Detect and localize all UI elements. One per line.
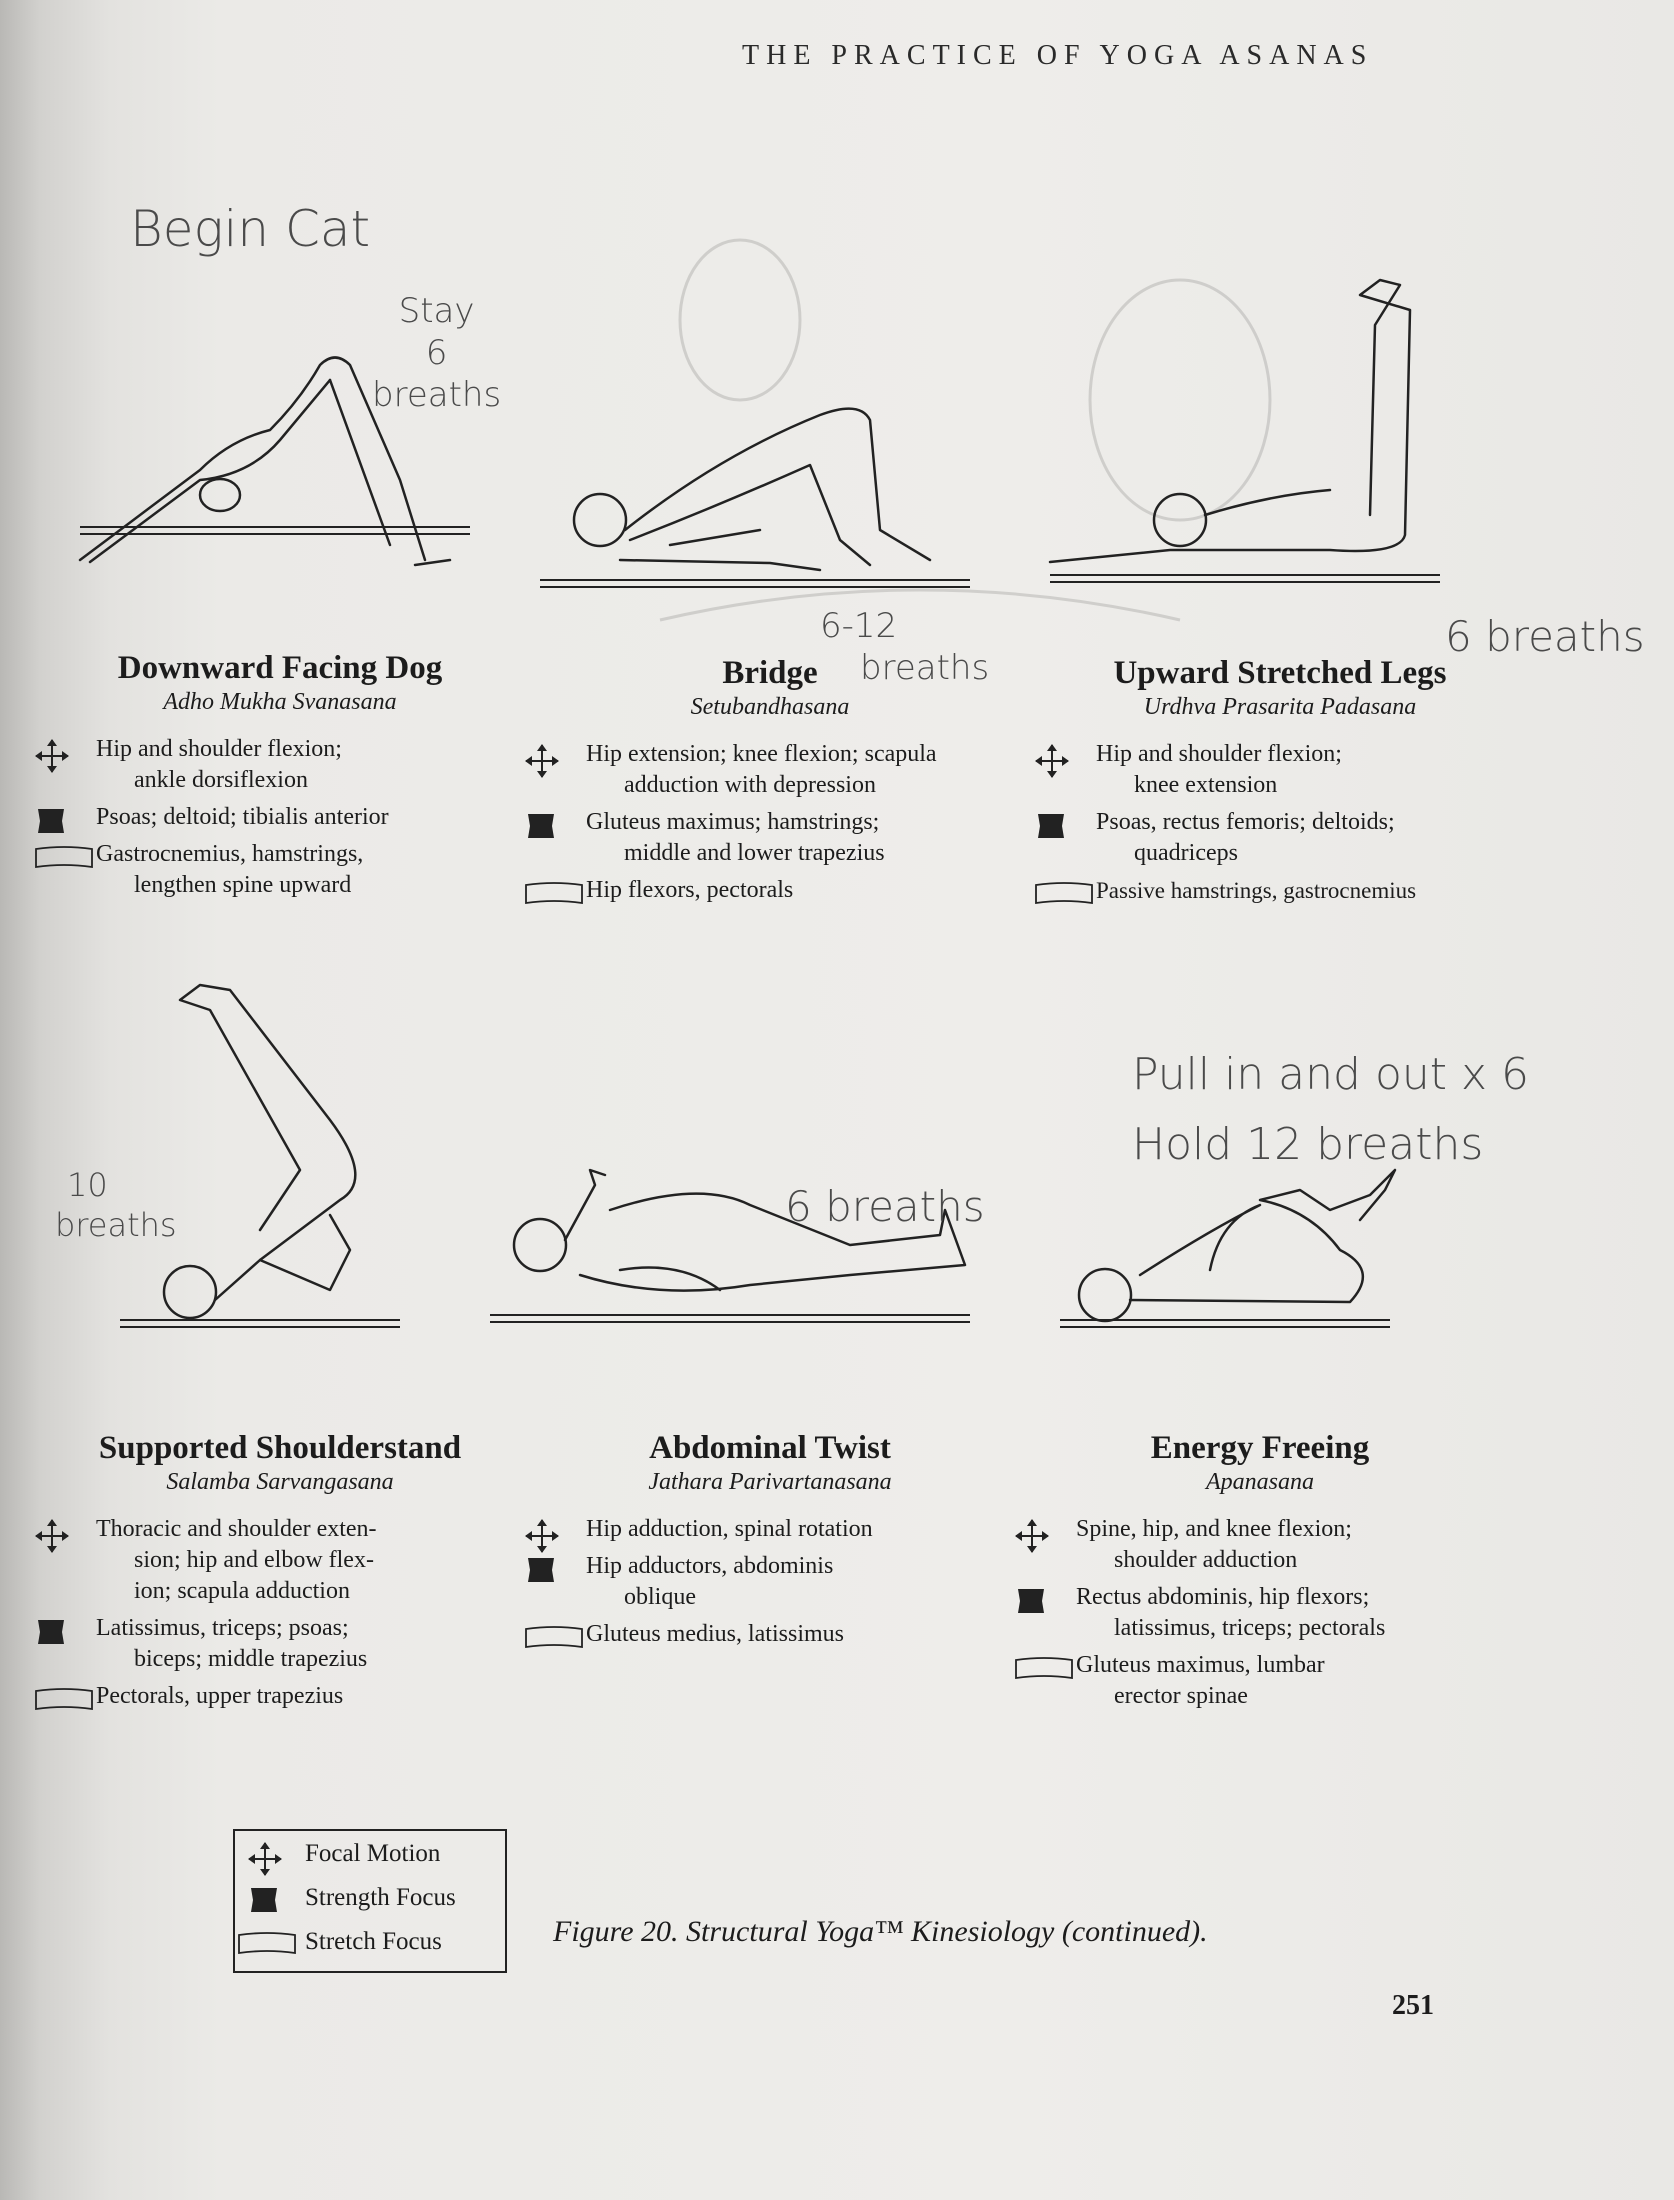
pose-sanskrit: Urdhva Prasarita Padasana — [1143, 694, 1417, 720]
filled-block-icon — [1014, 1586, 1050, 1616]
legend-box — [233, 1829, 507, 1973]
strength-line: Gluteus maximus; hamstrings; — [586, 809, 880, 835]
strength-line: Rectus abdominis, hip flexors; — [1076, 1584, 1370, 1610]
upward-legs-illustration — [1030, 325, 1530, 655]
stretch-focus-row — [520, 1619, 1020, 1650]
pose-title: Bridge — [722, 655, 818, 691]
legend-strength-focus — [235, 1877, 505, 1919]
pose-sanskrit: Setubandhasana — [690, 694, 850, 720]
legend-label: Focal Motion — [305, 1840, 441, 1867]
focal-motion-row — [520, 739, 1020, 801]
stretch-line: Passive hamstrings, gastrocnemius — [1096, 878, 1417, 903]
stretch-line: Hip flexors, pectorals — [586, 877, 794, 903]
motion-line: Hip adduction, spinal rotation — [586, 1516, 873, 1542]
strength-focus-row — [30, 802, 530, 833]
four-way-arrow-icon — [524, 743, 560, 779]
strength-line: Latissimus, triceps; psoas; — [96, 1615, 349, 1641]
stretch-focus-row — [520, 875, 1020, 906]
motion-line: Hip and shoulder flexion; — [1096, 741, 1342, 767]
stretch-line: lengthen spine upward — [134, 872, 352, 898]
handwritten-note-shoulderstand-breaths: 10 breaths — [55, 1166, 177, 1244]
focal-motion-row — [30, 734, 530, 796]
pose-sanskrit: Adho Mukha Svanasana — [163, 689, 397, 715]
abdominal-twist-illustration — [520, 1100, 1020, 1430]
strength-line: latissimus, triceps; pectorals — [1114, 1615, 1386, 1641]
filled-block-icon — [34, 1617, 70, 1647]
stretch-line: erector spinae — [1114, 1683, 1248, 1709]
motion-line: knee extension — [1134, 772, 1278, 798]
strength-focus-row — [520, 1551, 1020, 1613]
motion-line: Spine, hip, and knee flexion; — [1076, 1516, 1352, 1542]
strength-focus-row — [1010, 1582, 1510, 1644]
strength-line: Hip adductors, abdominis — [586, 1553, 834, 1579]
running-head: THE PRACTICE OF YOGA ASANAS — [742, 40, 1374, 71]
stretch-focus-row — [1010, 1650, 1510, 1712]
strength-line: biceps; middle trapezius — [134, 1646, 368, 1672]
handwritten-note-twist-breaths: 6 breaths — [785, 1182, 985, 1231]
pose-title: Energy Freeing — [1150, 1430, 1370, 1466]
pose-sanskrit: Apanasana — [1206, 1469, 1314, 1495]
strength-focus-row — [520, 807, 1020, 869]
open-banner-icon — [524, 879, 584, 909]
open-banner-icon — [34, 1685, 94, 1715]
four-way-arrow-icon — [1014, 1518, 1050, 1554]
filled-block-icon — [524, 811, 560, 841]
motion-line: sion; hip and elbow flex- — [134, 1547, 374, 1573]
strength-line: Psoas, rectus femoris; deltoids; — [1096, 809, 1395, 835]
focal-motion-row — [520, 1514, 1020, 1545]
strength-focus-row — [1030, 807, 1530, 869]
pose-energy-freeing — [1010, 1100, 1510, 1718]
motion-line: Thoracic and shoulder exten- — [96, 1516, 377, 1542]
pose-title: Downward Facing Dog — [117, 650, 443, 686]
motion-line: adduction with depression — [624, 772, 876, 798]
strength-line: quadriceps — [1134, 840, 1238, 866]
focal-motion-row — [1010, 1514, 1510, 1576]
handwritten-note-stay-breaths: Stay 6 breaths — [372, 291, 502, 415]
handwritten-note-upward-breaths: 6 breaths — [1445, 612, 1645, 661]
pose-title: Abdominal Twist — [649, 1430, 891, 1466]
filled-block-icon — [34, 806, 70, 836]
open-banner-icon — [34, 843, 94, 873]
stretch-line: Gluteus medius, latissimus — [586, 1621, 844, 1647]
four-way-arrow-icon — [34, 1518, 70, 1554]
legend-label: Strength Focus — [305, 1884, 456, 1911]
stretch-focus-row — [1030, 875, 1530, 906]
motion-line: ankle dorsiflexion — [134, 767, 308, 793]
stretch-line: Gastrocnemius, hamstrings, — [96, 841, 364, 867]
motion-line: Hip extension; knee flexion; scapula — [586, 741, 937, 767]
legend-focal-motion — [235, 1833, 505, 1875]
stretch-focus-row — [30, 839, 530, 901]
handwritten-note-begin-cat: Begin Cat — [130, 200, 371, 258]
four-way-arrow-icon — [524, 1518, 560, 1554]
pose-sanskrit: Jathara Parivartanasana — [648, 1469, 892, 1495]
four-way-arrow-icon — [34, 738, 70, 774]
stretch-focus-row — [30, 1681, 530, 1712]
focal-motion-row — [30, 1514, 530, 1607]
open-banner-icon — [237, 1929, 297, 1959]
filled-block-icon — [1034, 811, 1070, 841]
filled-block-icon — [247, 1885, 283, 1915]
motion-line: Hip and shoulder flexion; — [96, 736, 342, 762]
open-banner-icon — [524, 1623, 584, 1653]
pose-title: Supported Shoulderstand — [98, 1430, 462, 1466]
strength-line: middle and lower trapezius — [624, 840, 885, 866]
motion-line: shoulder adduction — [1114, 1547, 1298, 1573]
four-way-arrow-icon — [247, 1841, 283, 1877]
filled-block-icon — [524, 1555, 560, 1585]
strength-line: oblique — [624, 1584, 696, 1610]
stretch-line: Pectorals, upper trapezius — [96, 1683, 344, 1709]
legend-stretch-focus — [235, 1921, 505, 1963]
shoulderstand-illustration — [30, 1100, 530, 1430]
page-number: 251 — [1392, 1990, 1434, 2021]
stretch-line: Gluteus maximus, lumbar — [1076, 1652, 1325, 1678]
handwritten-note-bridge-breaths: 6-12 breaths — [820, 606, 990, 688]
legend-label: Stretch Focus — [305, 1928, 442, 1955]
focal-motion-row — [1030, 739, 1530, 801]
motion-line: ion; scapula adduction — [134, 1578, 350, 1604]
strength-focus-row — [30, 1613, 530, 1675]
pose-sanskrit: Salamba Sarvangasana — [166, 1469, 394, 1495]
open-banner-icon — [1014, 1654, 1074, 1684]
handwritten-note-energy: Pull in and out x 6 Hold 12 breaths — [1132, 1049, 1530, 1170]
pose-title: Upward Stretched Legs — [1113, 655, 1447, 691]
strength-line: Psoas; deltoid; tibialis anterior — [96, 804, 389, 830]
figure-caption: Figure 20. Structural Yoga™ Kinesiology (continued). — [553, 1915, 1208, 1948]
open-banner-icon — [1034, 879, 1094, 909]
four-way-arrow-icon — [1034, 743, 1070, 779]
